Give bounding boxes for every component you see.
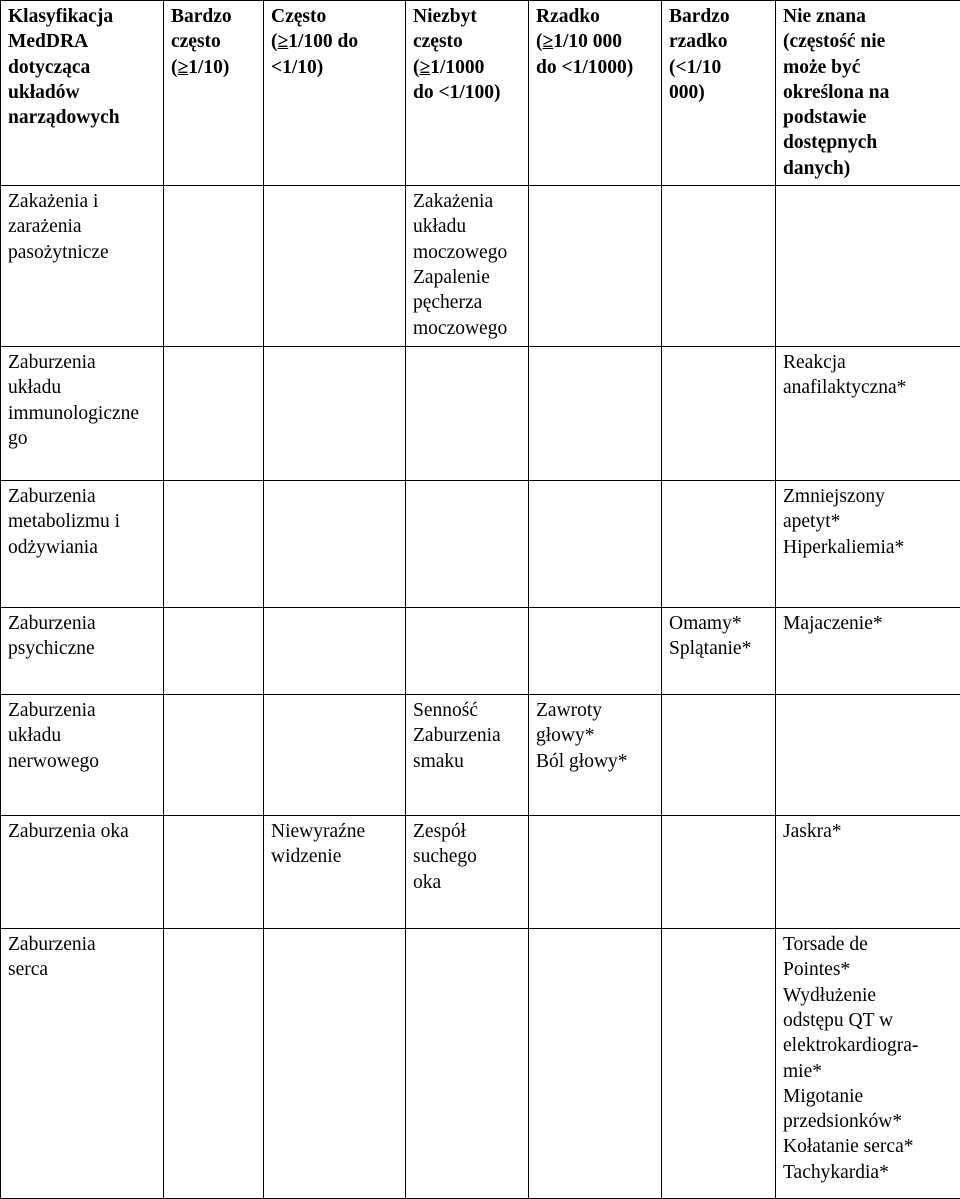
header-soc <box>1 1 164 186</box>
soc-text-line: Zaburzenia <box>8 611 157 636</box>
soc-text-line: Zakażenia i <box>8 189 157 214</box>
frequency-cell <box>529 608 662 695</box>
frequency-cell <box>406 929 529 1199</box>
reaction-text-line: układu <box>413 214 522 239</box>
frequency-cell <box>406 608 529 695</box>
header-text-line: może być <box>783 55 954 80</box>
reaction-text-line: Jaskra* <box>783 819 954 844</box>
reaction-text-line: Majaczenie* <box>783 611 954 636</box>
reaction-text-line: apetyt* <box>783 509 954 534</box>
reaction-text-line: Kołatanie serca* <box>783 1134 954 1159</box>
reaction-text-line: Zapalenie <box>413 265 522 290</box>
soc-cell <box>1 347 164 481</box>
soc-cell <box>1 186 164 347</box>
soc-text-line: Zaburzenia oka <box>8 819 157 844</box>
header-text-line: Bardzo <box>669 4 769 29</box>
frequency-cell <box>529 481 662 608</box>
header-text-line: (<1/10 <box>669 55 769 80</box>
table-row <box>1 481 960 608</box>
frequency-cell <box>264 929 406 1199</box>
header-text-line: (≥1/10 000 <box>536 29 655 54</box>
header-not-known <box>776 1 960 186</box>
reaction-text-line: smaku <box>413 749 522 774</box>
header-rare <box>529 1 662 186</box>
reaction-text-line: Zakażenia <box>413 189 522 214</box>
table-row <box>1 347 960 481</box>
reaction-text-line: anafilaktyczna* <box>783 375 954 400</box>
frequency-cell <box>776 608 960 695</box>
frequency-cell <box>776 481 960 608</box>
frequency-cell <box>776 695 960 816</box>
header-text-line: często <box>413 29 522 54</box>
frequency-cell <box>164 347 264 481</box>
table-body <box>1 186 960 1199</box>
reaction-text-line: Zawroty <box>536 698 655 723</box>
frequency-cell <box>164 481 264 608</box>
table-row <box>1 929 960 1199</box>
frequency-cell <box>264 695 406 816</box>
reaction-text-line: oka <box>413 870 522 895</box>
header-text-line: dostępnych <box>783 130 954 155</box>
reaction-text-line: moczowego <box>413 240 522 265</box>
frequency-cell <box>164 929 264 1199</box>
header-common <box>264 1 406 186</box>
frequency-cell <box>164 608 264 695</box>
frequency-cell <box>164 695 264 816</box>
header-text-line: Klasyfikacja <box>8 4 157 29</box>
frequency-cell <box>529 186 662 347</box>
frequency-cell <box>264 816 406 929</box>
frequency-cell <box>264 481 406 608</box>
frequency-cell <box>264 347 406 481</box>
soc-text-line: zarażenia <box>8 214 157 239</box>
header-text-line: narządowych <box>8 105 157 130</box>
reaction-text-line: Torsade de <box>783 932 954 957</box>
frequency-cell <box>406 347 529 481</box>
reaction-text-line: Wydłużenie <box>783 983 954 1008</box>
frequency-cell <box>164 186 264 347</box>
frequency-cell <box>406 695 529 816</box>
header-text-line: często <box>171 29 257 54</box>
header-text-line: (≥1/10) <box>171 55 257 80</box>
header-text-line: MedDRA <box>8 29 157 54</box>
header-text-line: Rzadko <box>536 4 655 29</box>
reaction-text-line: Reakcja <box>783 350 954 375</box>
reaction-text-line: Omamy* <box>669 611 769 636</box>
soc-text-line: go <box>8 426 157 451</box>
reaction-text-line: Zespół <box>413 819 522 844</box>
soc-text-line: Zaburzenia <box>8 932 157 957</box>
soc-text-line: nerwowego <box>8 749 157 774</box>
reaction-text-line: Splątanie* <box>669 636 769 661</box>
soc-text-line: psychiczne <box>8 636 157 661</box>
reaction-text-line: Ból głowy* <box>536 749 655 774</box>
header-text-line: układów <box>8 80 157 105</box>
header-text-line: podstawie <box>783 105 954 130</box>
reaction-text-line: Migotanie <box>783 1084 954 1109</box>
reaction-text-line: moczowego <box>413 316 522 341</box>
table-row <box>1 608 960 695</box>
reaction-text-line: mie* <box>783 1059 954 1084</box>
soc-cell <box>1 481 164 608</box>
frequency-cell <box>529 695 662 816</box>
reaction-text-line: elektrokardiogra- <box>783 1033 954 1058</box>
reaction-text-line: przedsionków* <box>783 1109 954 1134</box>
header-text-line: Niezbyt <box>413 4 522 29</box>
reaction-text-line: głowy* <box>536 723 655 748</box>
frequency-cell <box>406 816 529 929</box>
header-text-line: Bardzo <box>171 4 257 29</box>
soc-cell <box>1 608 164 695</box>
soc-text-line: układu <box>8 723 157 748</box>
soc-text-line: Zaburzenia <box>8 350 157 375</box>
frequency-cell <box>776 186 960 347</box>
soc-cell <box>1 929 164 1199</box>
frequency-cell <box>662 347 776 481</box>
reaction-text-line: Zaburzenia <box>413 723 522 748</box>
frequency-cell <box>529 816 662 929</box>
header-text-line: Nie znana <box>783 4 954 29</box>
frequency-cell <box>529 347 662 481</box>
header-text-line: (częstość nie <box>783 29 954 54</box>
soc-text-line: metabolizmu i <box>8 509 157 534</box>
frequency-cell <box>662 816 776 929</box>
header-uncommon <box>406 1 529 186</box>
reaction-text-line: widzenie <box>271 844 399 869</box>
reaction-text-line: Hiperkaliemia* <box>783 535 954 560</box>
header-very-rare <box>662 1 776 186</box>
header-text-line: do <1/100) <box>413 80 522 105</box>
frequency-cell <box>164 816 264 929</box>
reaction-text-line: Niewyraźne <box>271 819 399 844</box>
header-text-line: rzadko <box>669 29 769 54</box>
reaction-text-line: Zmniejszony <box>783 484 954 509</box>
soc-text-line: odżywiania <box>8 535 157 560</box>
header-text-line: Często <box>271 4 399 29</box>
table-row <box>1 816 960 929</box>
frequency-cell <box>776 929 960 1199</box>
reaction-text-line: Pointes* <box>783 957 954 982</box>
frequency-cell <box>529 929 662 1199</box>
soc-cell <box>1 695 164 816</box>
frequency-cell <box>662 695 776 816</box>
frequency-cell <box>662 186 776 347</box>
soc-text-line: Zaburzenia <box>8 484 157 509</box>
reaction-text-line: suchego <box>413 844 522 869</box>
header-text-line: <1/10) <box>271 55 399 80</box>
table-row <box>1 695 960 816</box>
frequency-cell <box>406 186 529 347</box>
soc-text-line: Zaburzenia <box>8 698 157 723</box>
frequency-cell <box>776 816 960 929</box>
header-text-line: do <1/1000) <box>536 55 655 80</box>
frequency-cell <box>662 929 776 1199</box>
frequency-cell <box>406 481 529 608</box>
header-row <box>1 1 960 186</box>
header-text-line: 000) <box>669 80 769 105</box>
header-text-line: dotycząca <box>8 55 157 80</box>
frequency-cell <box>662 608 776 695</box>
soc-cell <box>1 816 164 929</box>
header-text-line: danych) <box>783 156 954 181</box>
header-text-line: określona na <box>783 80 954 105</box>
soc-text-line: immunologiczne <box>8 401 157 426</box>
soc-text-line: serca <box>8 957 157 982</box>
table-row <box>1 186 960 347</box>
frequency-cell <box>264 608 406 695</box>
frequency-cell <box>776 347 960 481</box>
reaction-text-line: Senność <box>413 698 522 723</box>
header-very-common <box>164 1 264 186</box>
soc-text-line: układu <box>8 375 157 400</box>
reaction-text-line: Tachykardia* <box>783 1160 954 1185</box>
reaction-text-line: odstępu QT w <box>783 1008 954 1033</box>
frequency-cell <box>662 481 776 608</box>
reaction-text-line: pęcherza <box>413 290 522 315</box>
soc-text-line: pasożytnicze <box>8 240 157 265</box>
frequency-cell <box>264 186 406 347</box>
header-text-line: (≥1/1000 <box>413 55 522 80</box>
header-text-line: (≥1/100 do <box>271 29 399 54</box>
